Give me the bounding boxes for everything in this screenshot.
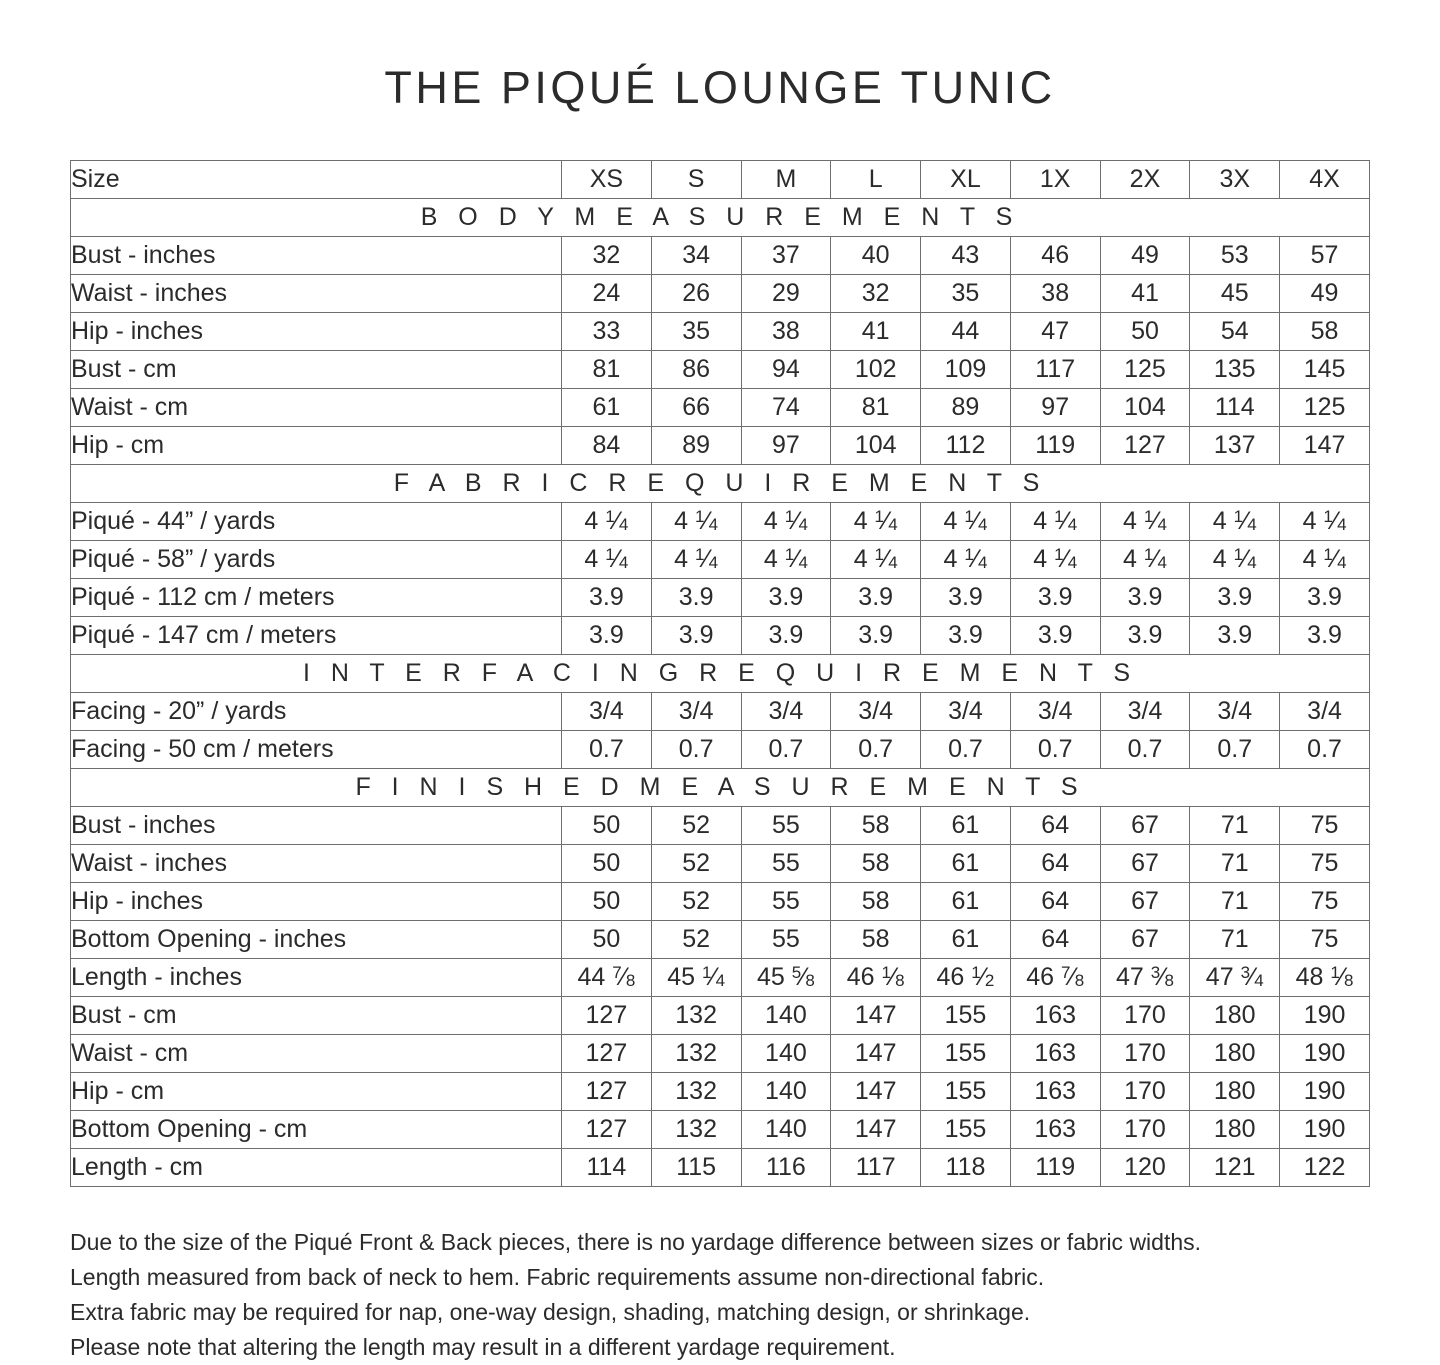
cell-value: 3/4 [831, 693, 921, 731]
cell-value: 4 $^1⁄_4$ [741, 541, 831, 579]
cell-value: 84 [562, 427, 652, 465]
cell-value: 52 [651, 883, 741, 921]
cell-value: 4 $^1⁄_4$ [1010, 541, 1100, 579]
cell-value: 61 [921, 883, 1011, 921]
cell-value: 67 [1100, 921, 1190, 959]
cell-value: 147 [831, 997, 921, 1035]
cell-value: 75 [1280, 807, 1370, 845]
cell-value: 24 [562, 275, 652, 313]
section-header-row [71, 769, 1370, 807]
cell-value: 127 [562, 1073, 652, 1111]
cell-value: 61 [921, 807, 1011, 845]
cell-value: 147 [831, 1035, 921, 1073]
cell-value: 81 [562, 351, 652, 389]
cell-value: 115 [651, 1149, 741, 1187]
section-header-row [71, 655, 1370, 693]
size-chart-table [70, 160, 1370, 1187]
cell-value: 4 $^1⁄_4$ [921, 503, 1011, 541]
cell-value: 45 [1190, 275, 1280, 313]
cell-value: 55 [741, 845, 831, 883]
table-row [71, 1149, 1370, 1187]
cell-value: 50 [1100, 313, 1190, 351]
cell-value: 49 [1280, 275, 1370, 313]
cell-value: 122 [1280, 1149, 1370, 1187]
cell-value: 3.9 [831, 617, 921, 655]
cell-value: 47 [1010, 313, 1100, 351]
cell-value: 38 [1010, 275, 1100, 313]
cell-value: 3.9 [831, 579, 921, 617]
cell-value: 132 [651, 1035, 741, 1073]
header-size-m: M [741, 161, 831, 199]
cell-value: 3.9 [1010, 617, 1100, 655]
cell-value: 61 [921, 845, 1011, 883]
cell-value: 4 $^1⁄_4$ [1280, 541, 1370, 579]
note-line: Length measured from back of neck to hem. Fabric requirements assume non-directional fabric. [70, 1263, 1045, 1290]
cell-value: 117 [831, 1149, 921, 1187]
cell-value: 109 [921, 351, 1011, 389]
header-size-xs: XS [562, 161, 652, 199]
cell-value: 44 $^7⁄_8$ [562, 959, 652, 997]
cell-value: 34 [651, 237, 741, 275]
cell-value: 155 [921, 997, 1011, 1035]
cell-value: 180 [1190, 1111, 1280, 1149]
cell-value: 35 [651, 313, 741, 351]
cell-value: 50 [562, 883, 652, 921]
row-label: Piqué - 147 cm / meters [71, 617, 562, 655]
page-title: THE PIQUÉ LOUNGE TUNIC [384, 62, 1056, 113]
section-header-row [71, 465, 1370, 503]
table-row [71, 275, 1370, 313]
cell-value: 55 [741, 921, 831, 959]
cell-value: 180 [1190, 1073, 1280, 1111]
table-row [71, 313, 1370, 351]
cell-value: 119 [1010, 427, 1100, 465]
cell-value: 170 [1100, 997, 1190, 1035]
note-line: Extra fabric may be required for nap, one-way design, shading, matching design, or shrinkage. [70, 1298, 1031, 1325]
cell-value: 64 [1010, 921, 1100, 959]
row-label: Bust - inches [71, 237, 562, 275]
cell-value: 55 [741, 807, 831, 845]
cell-value: 52 [651, 807, 741, 845]
cell-value: 147 [1280, 427, 1370, 465]
cell-value: 112 [921, 427, 1011, 465]
cell-value: 3.9 [741, 617, 831, 655]
cell-value: 0.7 [921, 731, 1011, 769]
cell-value: 58 [1280, 313, 1370, 351]
cell-value: 140 [741, 1111, 831, 1149]
row-label: Hip - cm [71, 427, 562, 465]
header-size-4x: 4X [1280, 161, 1370, 199]
cell-value: 0.7 [651, 731, 741, 769]
cell-value: 3.9 [1190, 579, 1280, 617]
cell-value: 114 [562, 1149, 652, 1187]
cell-value: 33 [562, 313, 652, 351]
notes-block [70, 1225, 1370, 1365]
cell-value: 4 $^1⁄_4$ [831, 541, 921, 579]
row-label: Bust - inches [71, 807, 562, 845]
cell-value: 4 $^1⁄_4$ [921, 541, 1011, 579]
size-chart-body [71, 161, 1370, 1187]
cell-value: 48 $^1⁄_8$ [1280, 959, 1370, 997]
table-header-row [71, 161, 1370, 199]
header-size-s: S [651, 161, 741, 199]
cell-value: 190 [1280, 1035, 1370, 1073]
cell-value: 127 [562, 1035, 652, 1073]
cell-value: 0.7 [831, 731, 921, 769]
table-row [71, 1073, 1370, 1111]
row-label: Bust - cm [71, 997, 562, 1035]
cell-value: 3.9 [1010, 579, 1100, 617]
cell-value: 50 [562, 845, 652, 883]
header-size-label: Size [71, 161, 562, 199]
cell-value: 3.9 [562, 579, 652, 617]
note-line: Due to the size of the Piqué Front & Back pieces, there is no yardage difference between sizes or fabric widths. [70, 1229, 1202, 1255]
table-row [71, 731, 1370, 769]
table-row [71, 693, 1370, 731]
table-row [71, 237, 1370, 275]
header-size-l: L [831, 161, 921, 199]
cell-value: 137 [1190, 427, 1280, 465]
row-label: Bottom Opening - inches [71, 921, 562, 959]
cell-value: 71 [1190, 807, 1280, 845]
note-line: Please note that altering the length may result in a different yardage requirement. [70, 1333, 896, 1360]
cell-value: 3.9 [1280, 617, 1370, 655]
cell-value: 71 [1190, 845, 1280, 883]
table-row [71, 883, 1370, 921]
cell-value: 155 [921, 1035, 1011, 1073]
cell-value: 4 $^1⁄_4$ [651, 503, 741, 541]
cell-value: 4 $^1⁄_4$ [1100, 503, 1190, 541]
table-row [71, 845, 1370, 883]
cell-value: 46 $^7⁄_8$ [1010, 959, 1100, 997]
cell-value: 46 $^1⁄_8$ [831, 959, 921, 997]
row-label: Length - inches [71, 959, 562, 997]
table-row [71, 427, 1370, 465]
row-label: Waist - inches [71, 275, 562, 313]
cell-value: 3.9 [741, 579, 831, 617]
cell-value: 64 [1010, 883, 1100, 921]
cell-value: 64 [1010, 807, 1100, 845]
cell-value: 3/4 [1190, 693, 1280, 731]
section-heading: F I N I S H E D M E A S U R E M E N T S [71, 769, 1370, 807]
cell-value: 55 [741, 883, 831, 921]
section-heading: F A B R I C R E Q U I R E M E N T S [71, 465, 1370, 503]
cell-value: 0.7 [562, 731, 652, 769]
cell-value: 180 [1190, 997, 1280, 1035]
cell-value: 46 [1010, 237, 1100, 275]
row-label: Hip - inches [71, 313, 562, 351]
table-row [71, 389, 1370, 427]
table-row [71, 503, 1370, 541]
cell-value: 3.9 [921, 579, 1011, 617]
row-label: Bust - cm [71, 351, 562, 389]
cell-value: 71 [1190, 921, 1280, 959]
cell-value: 170 [1100, 1035, 1190, 1073]
cell-value: 190 [1280, 997, 1370, 1035]
header-size-1x: 1X [1010, 161, 1100, 199]
cell-value: 45 $^5⁄_8$ [741, 959, 831, 997]
cell-value: 52 [651, 845, 741, 883]
header-size-3x: 3X [1190, 161, 1280, 199]
row-label: Facing - 20” / yards [71, 693, 562, 731]
cell-value: 61 [562, 389, 652, 427]
cell-value: 3/4 [562, 693, 652, 731]
cell-value: 86 [651, 351, 741, 389]
cell-value: 135 [1190, 351, 1280, 389]
cell-value: 132 [651, 1111, 741, 1149]
cell-value: 89 [651, 427, 741, 465]
cell-value: 94 [741, 351, 831, 389]
row-label: Hip - cm [71, 1073, 562, 1111]
cell-value: 4 $^1⁄_4$ [831, 503, 921, 541]
row-label: Piqué - 112 cm / meters [71, 579, 562, 617]
header-size-2x: 2X [1100, 161, 1190, 199]
cell-value: 53 [1190, 237, 1280, 275]
cell-value: 41 [1100, 275, 1190, 313]
table-row [71, 579, 1370, 617]
cell-value: 125 [1100, 351, 1190, 389]
cell-value: 4 $^1⁄_4$ [1190, 503, 1280, 541]
cell-value: 29 [741, 275, 831, 313]
cell-value: 3.9 [1100, 579, 1190, 617]
row-label: Waist - cm [71, 389, 562, 427]
cell-value: 67 [1100, 883, 1190, 921]
cell-value: 145 [1280, 351, 1370, 389]
cell-value: 163 [1010, 1035, 1100, 1073]
cell-value: 104 [831, 427, 921, 465]
cell-value: 132 [651, 1073, 741, 1111]
table-row [71, 997, 1370, 1035]
cell-value: 180 [1190, 1035, 1280, 1073]
cell-value: 43 [921, 237, 1011, 275]
cell-value: 50 [562, 921, 652, 959]
cell-value: 132 [651, 997, 741, 1035]
cell-value: 117 [1010, 351, 1100, 389]
header-size-xl: XL [921, 161, 1011, 199]
cell-value: 3.9 [1100, 617, 1190, 655]
cell-value: 116 [741, 1149, 831, 1187]
cell-value: 127 [562, 997, 652, 1035]
cell-value: 4 $^1⁄_4$ [1010, 503, 1100, 541]
cell-value: 45 $^1⁄_4$ [651, 959, 741, 997]
table-row [71, 541, 1370, 579]
cell-value: 3.9 [651, 579, 741, 617]
row-label: Bottom Opening - cm [71, 1111, 562, 1149]
cell-value: 4 $^1⁄_4$ [1100, 541, 1190, 579]
table-row [71, 807, 1370, 845]
cell-value: 71 [1190, 883, 1280, 921]
cell-value: 4 $^1⁄_4$ [741, 503, 831, 541]
cell-value: 50 [562, 807, 652, 845]
cell-value: 58 [831, 883, 921, 921]
cell-value: 163 [1010, 1073, 1100, 1111]
cell-value: 3.9 [1280, 579, 1370, 617]
cell-value: 0.7 [741, 731, 831, 769]
cell-value: 64 [1010, 845, 1100, 883]
section-heading: I N T E R F A C I N G R E Q U I R E M E N T S [71, 655, 1370, 693]
cell-value: 40 [831, 237, 921, 275]
cell-value: 140 [741, 1073, 831, 1111]
cell-value: 3/4 [651, 693, 741, 731]
cell-value: 163 [1010, 997, 1100, 1035]
cell-value: 58 [831, 845, 921, 883]
cell-value: 3.9 [921, 617, 1011, 655]
row-label: Piqué - 44” / yards [71, 503, 562, 541]
table-row [71, 617, 1370, 655]
cell-value: 81 [831, 389, 921, 427]
cell-value: 75 [1280, 921, 1370, 959]
cell-value: 4 $^1⁄_4$ [651, 541, 741, 579]
cell-value: 0.7 [1190, 731, 1280, 769]
cell-value: 3.9 [1190, 617, 1280, 655]
cell-value: 54 [1190, 313, 1280, 351]
cell-value: 58 [831, 807, 921, 845]
table-row [71, 959, 1370, 997]
cell-value: 127 [562, 1111, 652, 1149]
cell-value: 3.9 [651, 617, 741, 655]
cell-value: 3/4 [1280, 693, 1370, 731]
table-row [71, 921, 1370, 959]
cell-value: 140 [741, 1035, 831, 1073]
cell-value: 120 [1100, 1149, 1190, 1187]
cell-value: 3/4 [1010, 693, 1100, 731]
cell-value: 155 [921, 1111, 1011, 1149]
row-label: Waist - inches [71, 845, 562, 883]
cell-value: 0.7 [1010, 731, 1100, 769]
row-label: Facing - 50 cm / meters [71, 731, 562, 769]
cell-value: 119 [1010, 1149, 1100, 1187]
cell-value: 97 [741, 427, 831, 465]
cell-value: 58 [831, 921, 921, 959]
cell-value: 3/4 [741, 693, 831, 731]
cell-value: 163 [1010, 1111, 1100, 1149]
row-label: Length - cm [71, 1149, 562, 1187]
cell-value: 47 $^3⁄_8$ [1100, 959, 1190, 997]
cell-value: 4 $^1⁄_4$ [562, 503, 652, 541]
cell-value: 4 $^1⁄_4$ [1280, 503, 1370, 541]
table-row [71, 1035, 1370, 1073]
cell-value: 75 [1280, 883, 1370, 921]
table-row [71, 1111, 1370, 1149]
cell-value: 37 [741, 237, 831, 275]
cell-value: 49 [1100, 237, 1190, 275]
cell-value: 32 [831, 275, 921, 313]
cell-value: 57 [1280, 237, 1370, 275]
cell-value: 0.7 [1280, 731, 1370, 769]
table-row [71, 351, 1370, 389]
cell-value: 47 $^3⁄_4$ [1190, 959, 1280, 997]
row-label: Hip - inches [71, 883, 562, 921]
row-label: Waist - cm [71, 1035, 562, 1073]
cell-value: 0.7 [1100, 731, 1190, 769]
cell-value: 74 [741, 389, 831, 427]
cell-value: 127 [1100, 427, 1190, 465]
cell-value: 147 [831, 1111, 921, 1149]
cell-value: 3.9 [562, 617, 652, 655]
cell-value: 102 [831, 351, 921, 389]
cell-value: 3/4 [1100, 693, 1190, 731]
cell-value: 140 [741, 997, 831, 1035]
cell-value: 155 [921, 1073, 1011, 1111]
cell-value: 67 [1100, 807, 1190, 845]
cell-value: 44 [921, 313, 1011, 351]
cell-value: 66 [651, 389, 741, 427]
cell-value: 118 [921, 1149, 1011, 1187]
cell-value: 26 [651, 275, 741, 313]
cell-value: 4 $^1⁄_4$ [562, 541, 652, 579]
section-header-row [71, 199, 1370, 237]
cell-value: 104 [1100, 389, 1190, 427]
cell-value: 170 [1100, 1073, 1190, 1111]
cell-value: 46 $^1⁄_2$ [921, 959, 1011, 997]
cell-value: 190 [1280, 1073, 1370, 1111]
cell-value: 121 [1190, 1149, 1280, 1187]
cell-value: 125 [1280, 389, 1370, 427]
cell-value: 38 [741, 313, 831, 351]
cell-value: 170 [1100, 1111, 1190, 1149]
cell-value: 35 [921, 275, 1011, 313]
row-label: Piqué - 58” / yards [71, 541, 562, 579]
cell-value: 41 [831, 313, 921, 351]
section-heading: B O D Y M E A S U R E M E N T S [71, 199, 1370, 237]
cell-value: 75 [1280, 845, 1370, 883]
cell-value: 67 [1100, 845, 1190, 883]
cell-value: 32 [562, 237, 652, 275]
cell-value: 147 [831, 1073, 921, 1111]
cell-value: 4 $^1⁄_4$ [1190, 541, 1280, 579]
cell-value: 190 [1280, 1111, 1370, 1149]
cell-value: 97 [1010, 389, 1100, 427]
cell-value: 89 [921, 389, 1011, 427]
cell-value: 52 [651, 921, 741, 959]
cell-value: 61 [921, 921, 1011, 959]
cell-value: 3/4 [921, 693, 1011, 731]
cell-value: 114 [1190, 389, 1280, 427]
